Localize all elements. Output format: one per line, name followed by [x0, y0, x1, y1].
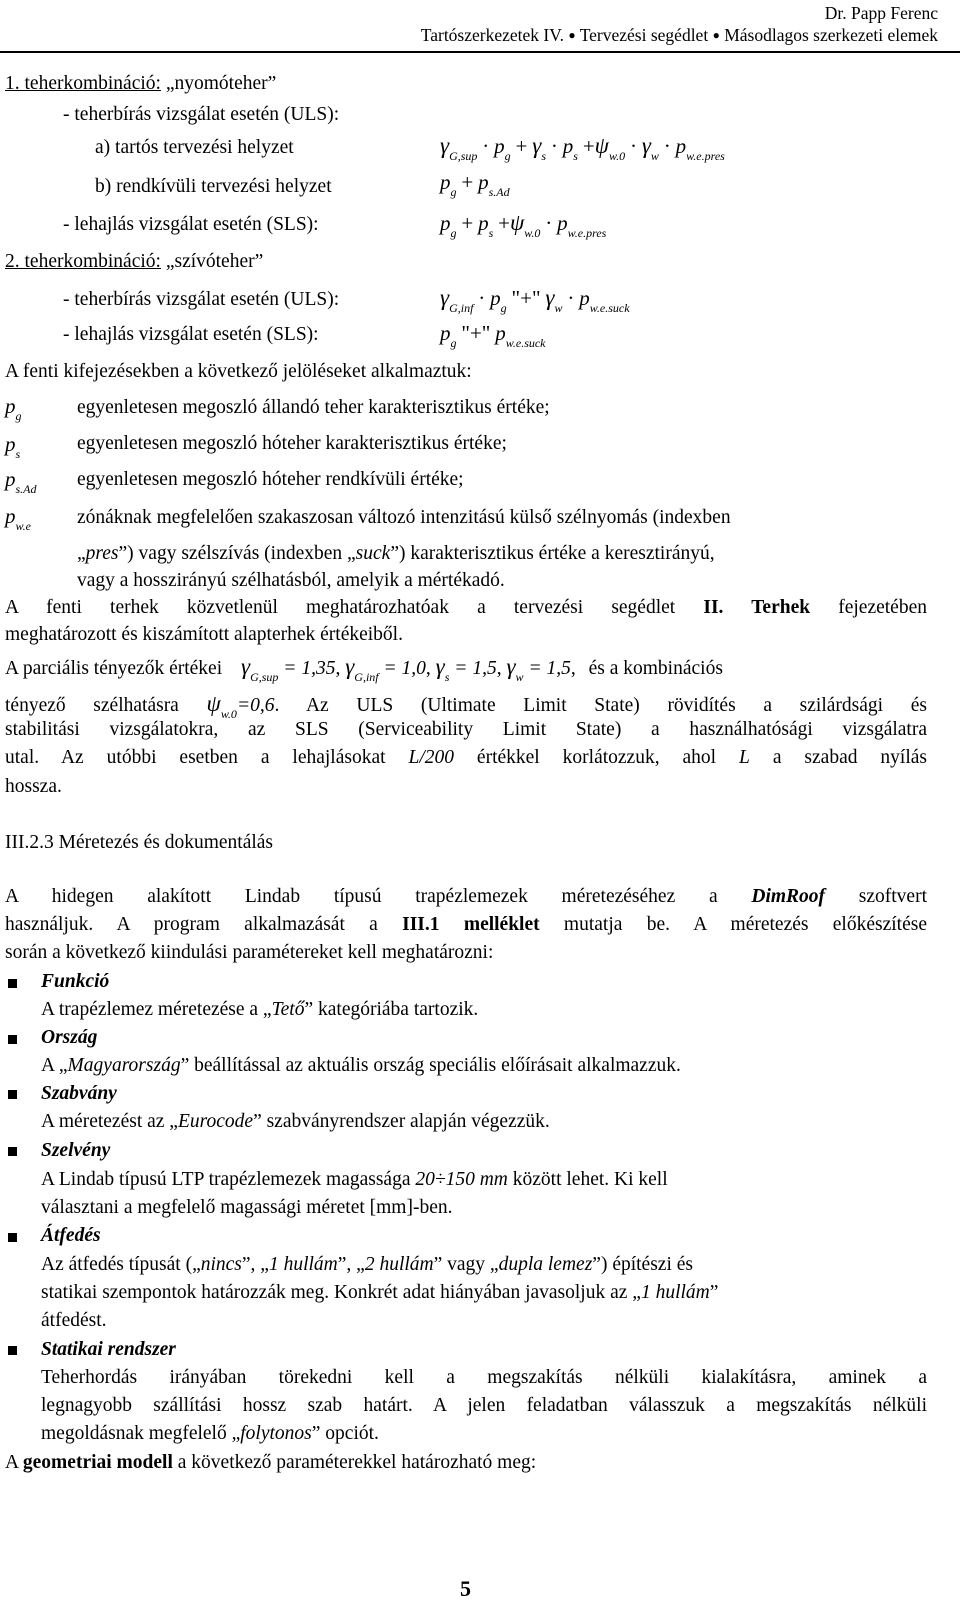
combo2-sls-label: - lehajlás vizsgálat esetén (SLS):	[63, 324, 319, 345]
section-title: III.2.3 Méretezés és dokumentálás	[5, 832, 274, 853]
combo1-title	[5, 74, 276, 94]
item-statikai-title: Statikai rendszer	[41, 1339, 176, 1360]
partial-tail: és a kombinációs	[588, 658, 723, 679]
combo2-uls-label: - teherbírás vizsgálat esetén (ULS):	[63, 289, 340, 310]
item-szelveny-title: Szelvény	[41, 1140, 111, 1161]
notation-intro: A fenti kifejezésekben a következő jelöléseket alkalmaztuk:	[5, 361, 472, 382]
header-part2: Tervezési segédlet	[579, 25, 709, 45]
combo1-uls-label: - teherbírás vizsgálat esetén (ULS):	[63, 104, 340, 125]
header-part3: Másodlagos szerkezeti elemek	[724, 25, 938, 45]
dimroof-line3: során a következő kiindulási paramétereket kell meghatározni:	[5, 942, 494, 963]
item-szelveny-line2: választani a megfelelő magassági méretet [mm]-ben.	[41, 1197, 453, 1218]
square-bullet-icon	[8, 1233, 17, 1242]
partial-line4: utal. Az utóbbi esetben a lehajlásokat L/200 értékkel korlátozzuk, ahol L a szabad nyílás	[5, 747, 927, 768]
partial-line3: stabilitási vizsgálatokra, az SLS (Serviceability Limit State) a használhatósági vizsgálatra	[5, 719, 927, 740]
combo1-sls-label: - lehajlás vizsgálat esetén (SLS):	[63, 214, 319, 235]
item-statikai-line2: legnagyobb szállítási hossz szab határt. A jelen feladatban válasszuk a megszakítás nélküli	[41, 1395, 927, 1416]
formula-1a: $\gamma_{G,sup} \cdot p_g + \gamma_s \cdot p_s +\psi_{w.0} \cdot \gamma_w \cdot p_{w.e.pres}$	[440, 133, 725, 163]
formula-2uls: $\gamma_{G,inf} \cdot p_g$ "+" $\gamma_w \cdot p_{w.e.suck}$	[440, 285, 630, 315]
square-bullet-icon	[8, 979, 17, 988]
header-rule	[0, 51, 960, 53]
partial-line5: hossza.	[5, 776, 62, 797]
formula-2sls: $p_g$ "+" $p_{w.e.suck}$	[440, 321, 546, 350]
combo1-title-rest: „nyomóteher”	[160, 73, 277, 94]
square-bullet-icon	[8, 1147, 17, 1156]
para1-line2: meghatározott és kiszámított alapterhek értékeiből.	[5, 624, 403, 645]
combo2-title-num: 2. teherkombináció:	[5, 251, 161, 272]
notation-pwe-line3: vagy a hosszirányú szélhatásból, amelyik a mértékadó.	[77, 570, 505, 591]
symbol-psAd: $p_{s.Ad}$	[5, 467, 37, 496]
dimroof-line1: A hidegen alakított Lindab típusú trapézlemezek méretezéséhez a DimRoof szoftvert	[5, 886, 927, 907]
item-szabvany-text: A méretezést az „Eurocode” szabványrendszer alapján végezzük.	[41, 1111, 550, 1132]
notation-pwe-line1: zónáknak megfelelően szakaszosan változó intenzitású külső szélnyomás (indexben	[77, 507, 731, 528]
item-orszag-text: A „Magyarország” beállítással az aktuális ország speciális előírásait alkalmazzuk.	[41, 1055, 681, 1076]
bullet-icon: ●	[568, 28, 576, 42]
item-statikai-line3: megoldásnak megfelelő „folytonos” opciót.	[41, 1423, 379, 1444]
formula-1b: $p_g + p_{s.Ad}$	[440, 170, 510, 199]
bullet-icon: ●	[712, 28, 720, 42]
combo2-title-rest: „szívóteher”	[160, 251, 264, 272]
notation-pg: egyenletesen megoszló állandó teher karakterisztikus értéke;	[77, 397, 550, 418]
partial-line1: A parciális tényezők értékei $\gamma_{G,sup} = 1,35$, $\gamma_{G,inf} = 1,0$, $\gamma_s = 1,5$, $\gamma_w = 1,5$, és a kombinációs	[5, 654, 723, 684]
square-bullet-icon	[8, 1035, 17, 1044]
header-author: Dr. Papp Ferenc	[824, 3, 938, 23]
item-szabvany-title: Szabvány	[41, 1083, 117, 1104]
dimroof-line2: használjuk. A program alkalmazását a III.1 melléklet mutatja be. A méretezés előkészítése	[5, 914, 927, 935]
item-orszag-title: Ország	[41, 1027, 98, 1048]
page-number: 5	[460, 1576, 471, 1601]
header-course: Tartószerkezetek IV.	[420, 25, 564, 45]
notation-pwe-line2: „pres”) vagy szélszívás (indexben „suck”) karakterisztikus értéke a keresztirányú,	[77, 543, 715, 564]
item-funkcio-text: A trapézlemez méretezése a „Tető” kategóriába tartozik.	[41, 999, 479, 1020]
symbol-pg: $p_g$	[5, 394, 22, 423]
item-atfedes-line3: átfedést.	[41, 1310, 107, 1331]
item-szelveny-line1: A Lindab típusú LTP trapézlemezek magassága 20÷150 mm között lehet. Ki kell	[41, 1169, 668, 1190]
partial-line2: tényező szélhatásra $\psi_{w.0}=0,6$. Az ULS (Ultimate Limit State) rövidítés a szilárdsági és	[5, 691, 927, 721]
final-line: A geometriai modell a következő paraméterekkel határozható meg:	[5, 1452, 537, 1473]
square-bullet-icon	[8, 1346, 17, 1355]
symbol-ps: $p_s$	[5, 432, 21, 461]
combo1-title-num: 1. teherkombináció:	[5, 73, 161, 94]
notation-psAd: egyenletesen megoszló hóteher rendkívüli értéke;	[77, 469, 464, 490]
combo2-title	[5, 252, 263, 272]
formula-1sls: $p_g + p_s +\psi_{w.0} \cdot p_{w.e.pres}$	[440, 210, 607, 240]
item-statikai-line1: Teherhordás irányában törekedni kell a megszakítás nélküli kialakításra, aminek a	[41, 1367, 927, 1388]
square-bullet-icon	[8, 1090, 17, 1099]
item-funkcio-title: Funkció	[41, 971, 110, 992]
item-atfedes-title: Átfedés	[41, 1225, 101, 1246]
notation-ps: egyenletesen megoszló hóteher karakterisztikus értéke;	[77, 433, 507, 454]
item-atfedes-line2: statikai szempontok határozzák meg. Konkrét adat hiányában javasoljuk az „1 hullám”	[41, 1282, 719, 1303]
para1-line1: A fenti terhek közvetlenül meghatározhatóak a tervezési segédlet II. Terhek fejezetében	[5, 597, 927, 618]
combo1-a-label: a) tartós tervezési helyzet	[95, 137, 294, 158]
symbol-pwe: $p_{w.e}$	[5, 504, 31, 533]
combo1-b-label: b) rendkívüli tervezési helyzet	[95, 176, 332, 197]
header-course-line	[421, 27, 938, 45]
partial-intro: A parciális tényezők értékei	[5, 658, 223, 679]
item-atfedes-line1: Az átfedés típusát („nincs”, „1 hullám”, „2 hullám” vagy „dupla lemez”) építészi és	[41, 1254, 693, 1275]
